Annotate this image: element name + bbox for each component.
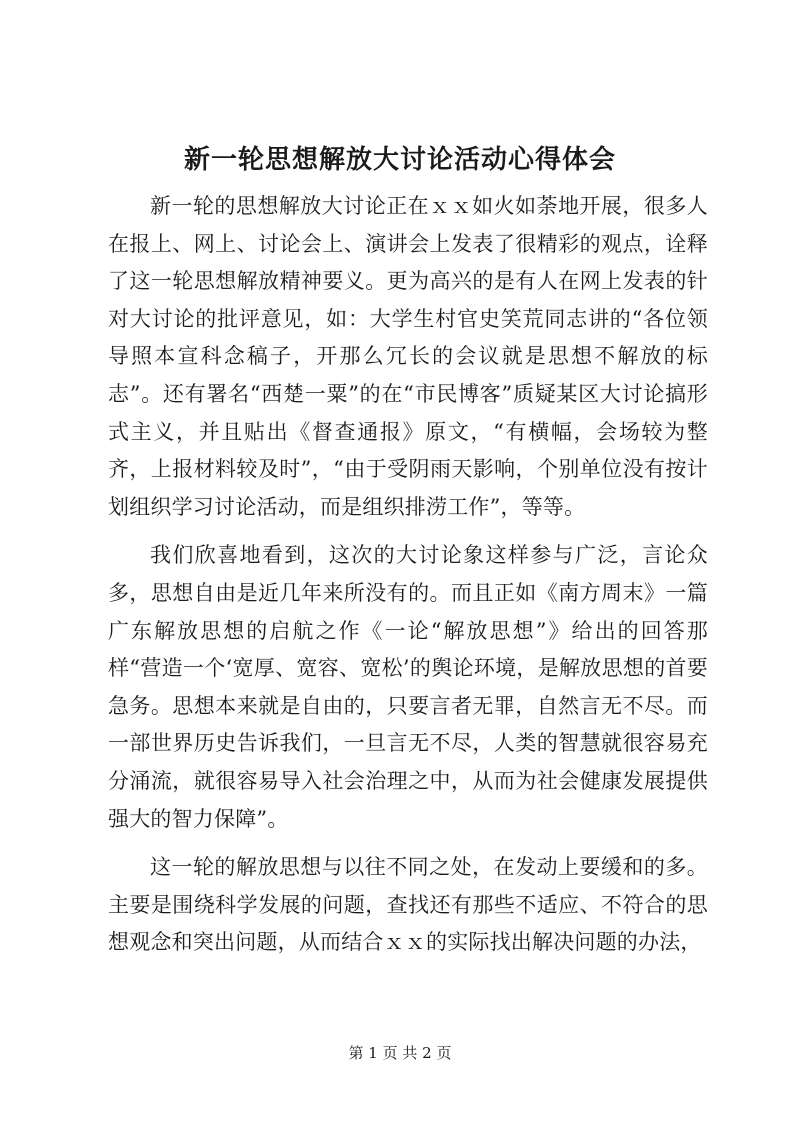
paragraph-1: 新一轮的思想解放大讨论正在ｘｘ如火如荼地开展，很多人在报上、网上、讨论会上、演讲会上发表了很精彩的观点，诠释了这一轮思想解放精神要义。更为高兴的是有人在网上发表的针对大讨论的批评意见，如：大学生村官史笑荒同志讲的“各位领导照本宣科念稿子，开那么冗长的会议就是思想不解放的标志”。还有署名“西楚一粟”的在“市民博客”质疑某区大讨论搞形式主义，并且贴出《督查通报》原文，“有横幅，会场较为整齐，上报材料较及时”，“由于受阴雨天影响，个别单位没有按计划组织学习讨论活动，而是组织排涝工作”，等等。 bbox=[108, 194, 708, 519]
page-number-footer: 第 1 页 共 2 页 bbox=[348, 1044, 452, 1062]
document-body bbox=[108, 188, 708, 973]
paragraph-2: 我们欣喜地看到，这次的大讨论象这样参与广泛，言论众多，思想自由是近几年来所没有的。而且正如《南方周末》一篇广东解放思想的启航之作《一论“解放思想”》给出的回答那样“营造一个‘宽厚、宽容、宽松’的舆论环境，是解放思想的首要急务。思想本来就是自由的，只要言者无罪，自然言无不尽。而一部世界历史告诉我们，一旦言无不尽，人类的智慧就很容易充分涌流，就很容易导入社会治理之中，从而为社会健康发展提供强大的智力保障”。 bbox=[108, 543, 708, 831]
paragraph-3: 这一轮的解放思想与以往不同之处，在发动上要缓和的多。主要是围绕科学发展的问题，查找还有那些不适应、不符合的思想观念和突出问题，从而结合ｘｘ的实际找出解决问题的办法， bbox=[108, 855, 708, 955]
document-title: 新一轮思想解放大讨论活动心得体会 bbox=[183, 145, 616, 175]
